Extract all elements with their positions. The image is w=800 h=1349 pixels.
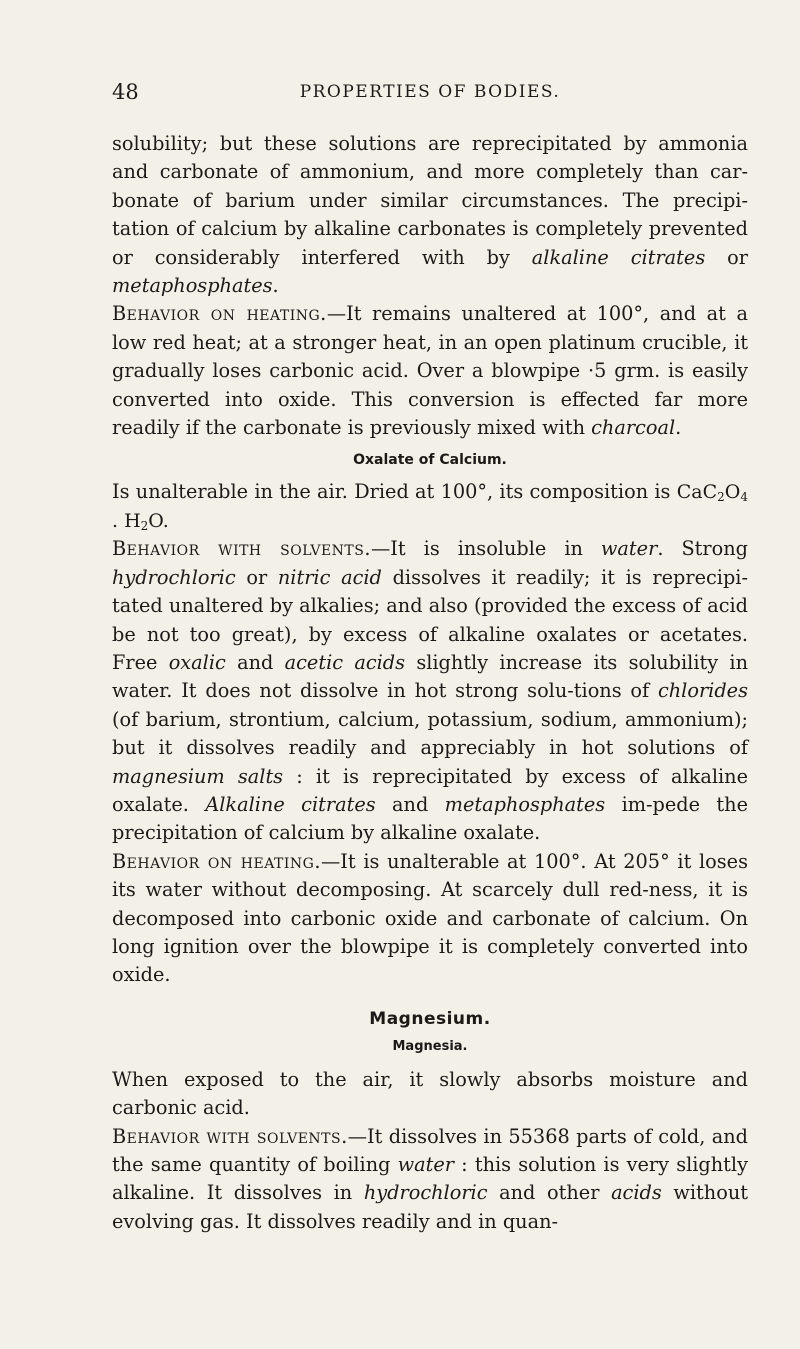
running-header [112, 80, 748, 110]
running-title: PROPERTIES OF BODIES. [299, 82, 561, 102]
body-text [112, 130, 748, 1236]
page-number: 48 [112, 80, 139, 104]
paragraph: Behavior on heating.—It remains unaltered at 100°, and at a low red heat; at a stronger heat, in an open platinum crucible, it gradually loses carbonic acid. Over a blowpipe ·5 grm. is easily converted into oxide. This conversion is effected far more readily if the carbonate is previously mixed with charcoal. [112, 302, 748, 440]
paragraph: When exposed to the air, it slowly absorbs moisture and carbonic acid. [112, 1067, 748, 1120]
subsection-heading-magnesia: Magnesia. [392, 1038, 468, 1054]
section-lead: Behavior on heating. [112, 302, 327, 326]
paragraph: Behavior on heating.—It is unalterable at 100°. At 205° it loses its water without decomposing. At scarcely dull red-ness, it is decomposed into carbonic oxide and carbonate of calcium. On long ignition over the blowpipe it is completely converted into oxide. [112, 849, 748, 987]
section-lead: Behavior with solvents. [112, 1124, 348, 1148]
paragraph: Is unalterable in the air. Dried at 100°, its composition is $CaC_2O_4$ . $H_2O$. [112, 480, 748, 533]
paragraph: Behavior with solvents.—It dissolves in 55368 parts of cold, and the same quantity of boiling water : this solution is very slightly alkaline. It dissolves in hydrochloric and other acids without evolving gas. It dissolves readily and in quan- [112, 1124, 749, 1233]
chemical-formula: $CaC_2O_4$ . $H_2O$. [112, 481, 748, 533]
section-lead: Behavior on heating. [112, 849, 321, 873]
paragraph: Behavior with solvents.—It is insoluble in water. Strong hydrochloric or nitric acid dissolves it readily; it is reprecipi-tated unaltered by alkalies; and also (provided the excess of acid be not too great), by excess of alkaline oxalates or acetates. Free oxalic and acetic acids slightly increase its solubility in water. It does not dissolve in hot strong solu-tions of chlorides (of barium, strontium, calcium, potassium, sodium, ammonium); but it dissolves readily and appreciably in hot solutions of magnesium salts : it is reprecipitated by excess of alkaline oxalate. Alkaline citrates and metaphosphates im-pede the precipitation of calcium by alkaline oxalate. [112, 537, 749, 845]
paragraph: solubility; but these solutions are reprecipitated by ammonia and carbonate of ammonium, and more completely than car-bonate of barium under similar circumstances. The precipi-tation of calcium by alkaline carbonates is completely prevented or considerably interfered with by alkaline citrates or metaphosphates. [112, 132, 748, 298]
section-heading-oxalate: Oxalate of Calcium. [353, 452, 507, 469]
section-lead: Behavior with solvents. [112, 537, 371, 561]
section-heading-magnesium: Magnesium. [369, 1008, 491, 1029]
